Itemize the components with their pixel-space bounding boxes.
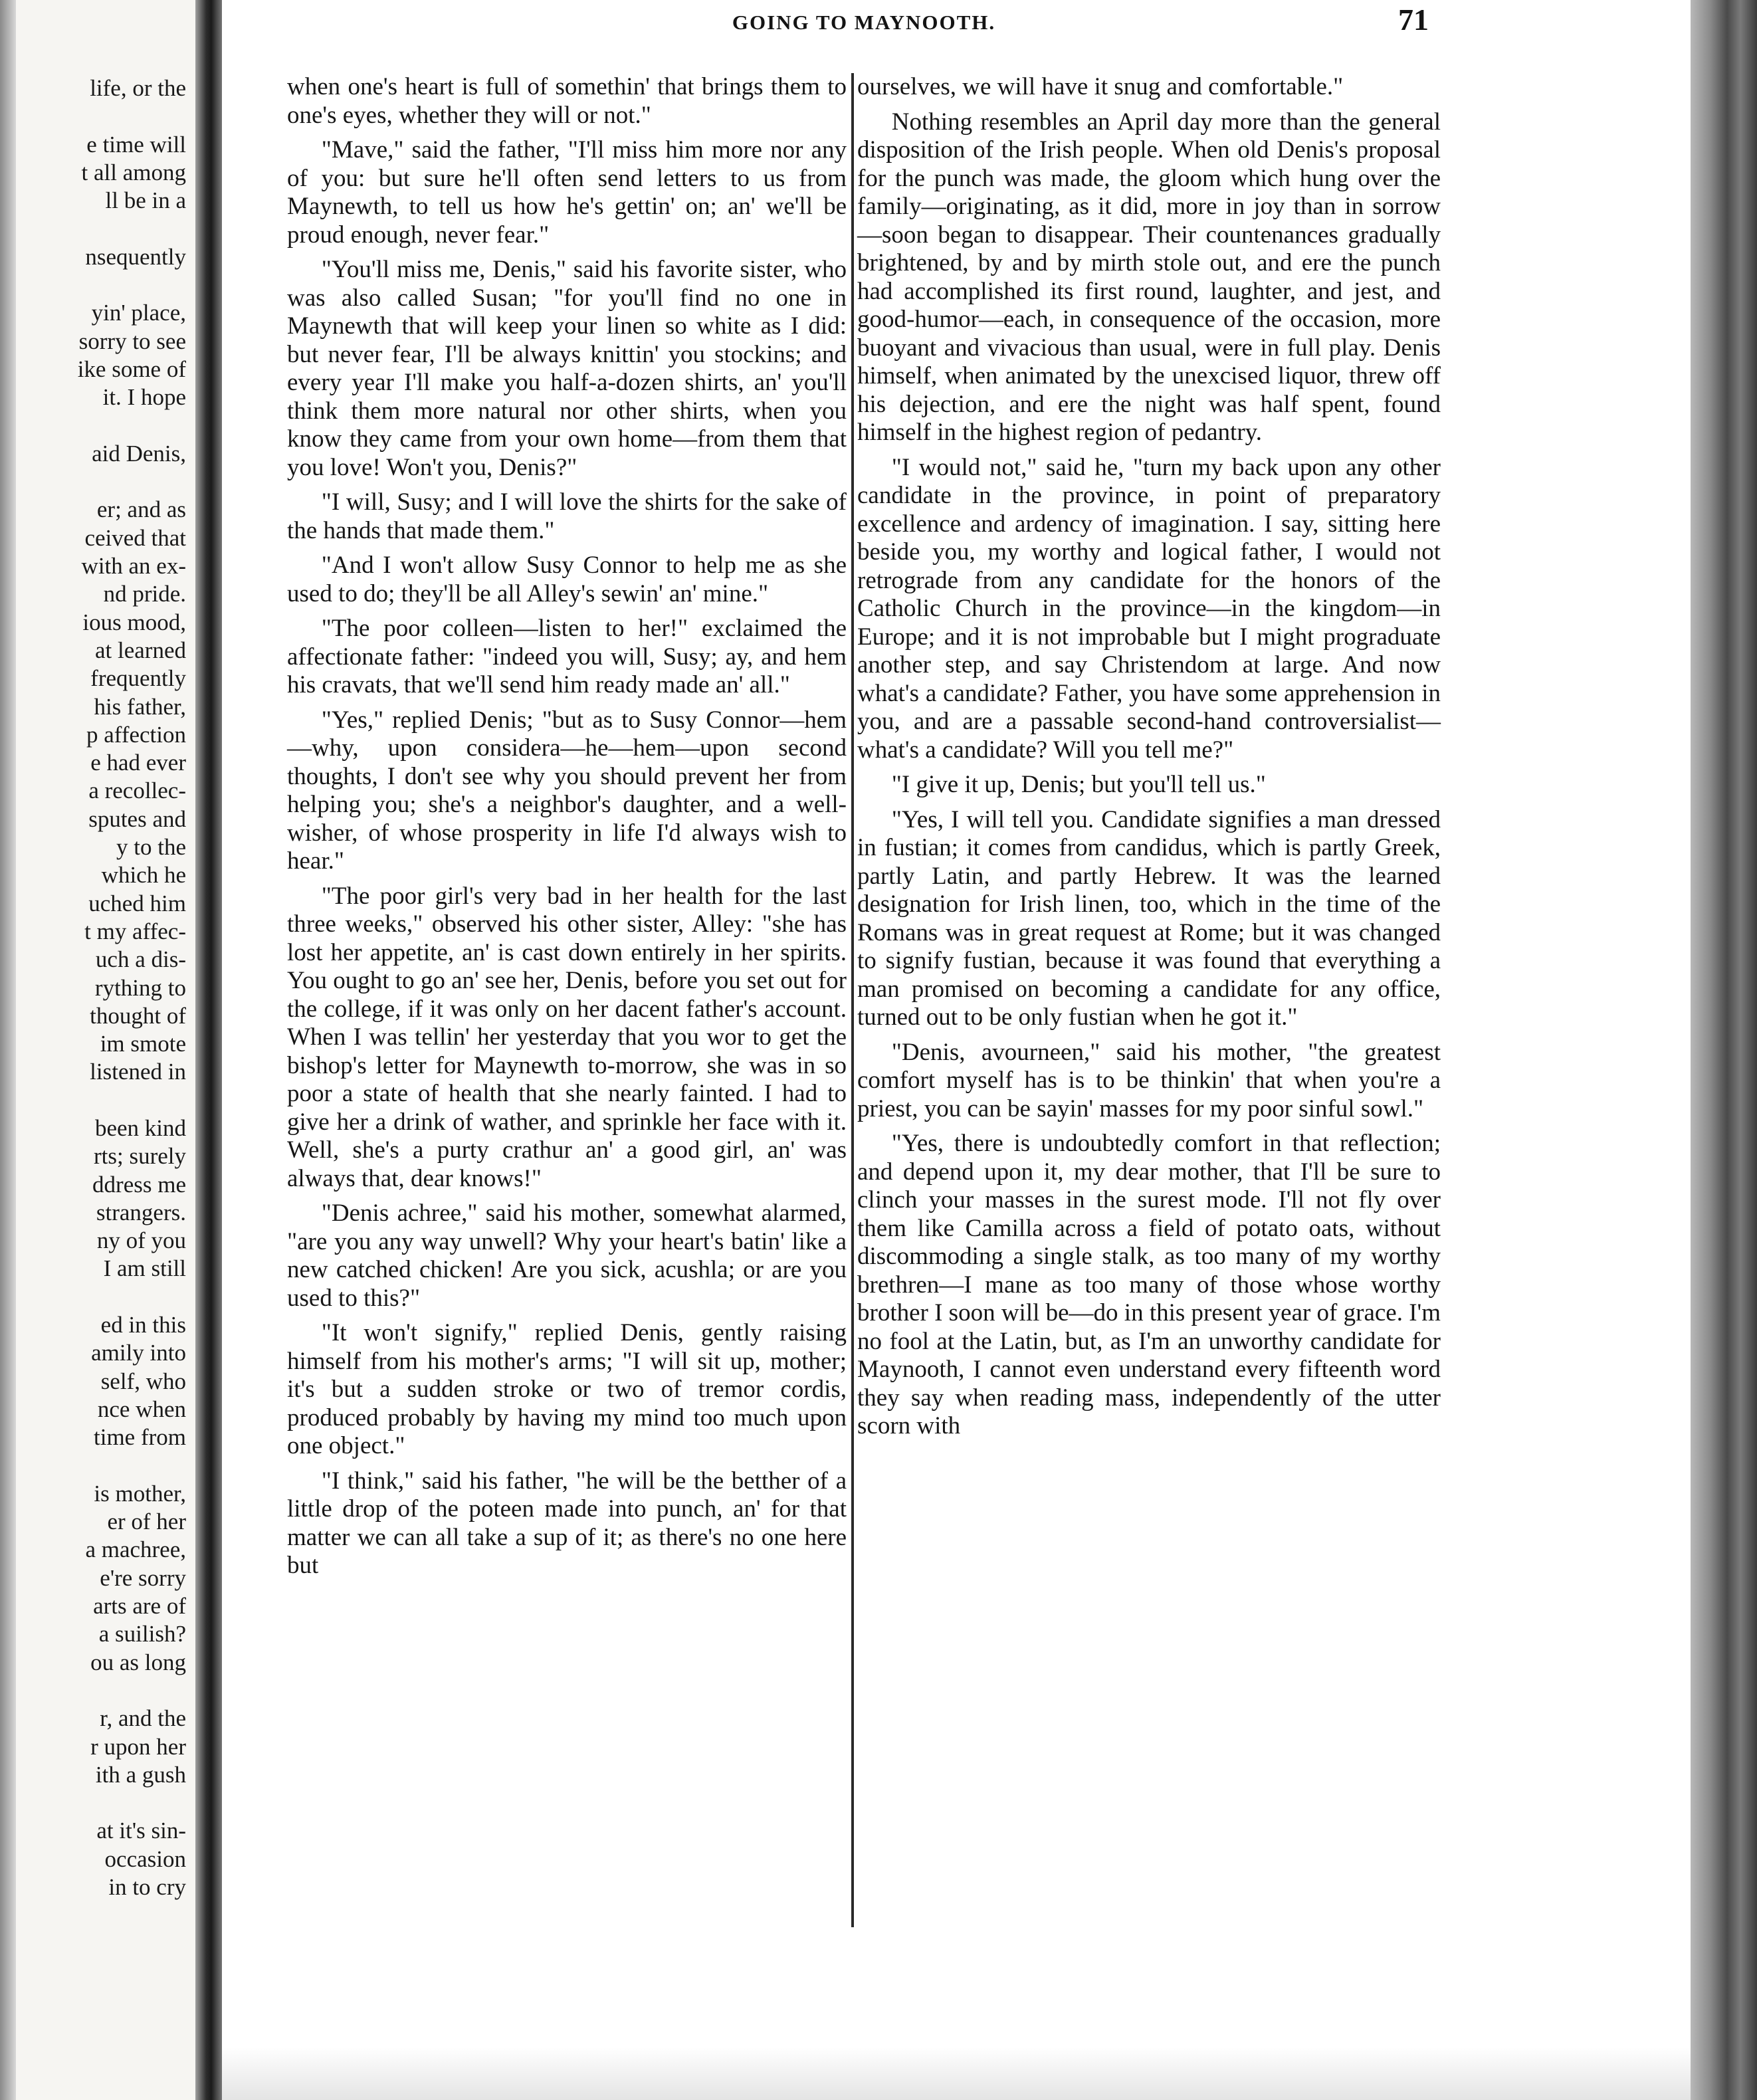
previous-page-line: rything to — [94, 974, 186, 1001]
previous-page-line: frequently — [90, 665, 186, 692]
previous-page-fragment — [16, 0, 195, 2100]
previous-page-line: strangers. — [96, 1199, 186, 1225]
paragraph: "Yes, there is undoubtedly comfort in that reflection; and depend upon it, my dear mother, that I'll be sure to clinch your masses in the surest mode. I'll not fly over them like Camilla across a field of potato oats, without discommoding a single stalk, as too many of my worthy brethren—I mane as too many of those whose worthy brother I soon will be—do in this present year of grace. I'm no fool at the Latin, but, as I'm an unworthy candidate for Maynooth, I cannot even understand every fifteenth word they say when reading mass, independently of the utter scorn with — [857, 1130, 1441, 1439]
previous-page-line: nce when — [97, 1396, 186, 1422]
right-column — [857, 73, 1441, 1447]
left-column — [287, 73, 847, 1587]
paragraph: "Denis, avourneen," said his mother, "the greatest comfort myself has is to be thinkin' that when you're a priest, you can be sayin' masses for my poor sinful sowl." — [857, 1038, 1441, 1122]
previous-page-line: nsequently — [85, 243, 186, 270]
previous-page-line: er; and as — [96, 496, 186, 523]
previous-page-line: e had ever — [90, 750, 186, 776]
previous-page-line: er of her — [107, 1509, 186, 1535]
previous-page-line: ou as long — [90, 1649, 186, 1675]
previous-page-line: been kind — [94, 1114, 186, 1141]
previous-page-line: p affection — [86, 721, 186, 748]
previous-page-line: at it's sin- — [96, 1818, 186, 1844]
previous-page-line: t all among — [81, 159, 186, 185]
previous-page-line: r upon her — [90, 1733, 186, 1760]
previous-page-line: r, and the — [100, 1705, 186, 1732]
previous-page-line: with an ex- — [81, 553, 186, 579]
previous-page-line: uched him — [88, 890, 186, 916]
previous-page-text — [16, 74, 186, 1901]
previous-page-line: y to the — [116, 834, 186, 861]
previous-page-line: ith a gush — [95, 1761, 186, 1788]
page-bottom-shadow — [222, 2047, 1691, 2100]
running-title: GOING TO MAYNOOTH. — [732, 11, 996, 34]
paragraph: "Yes, I will tell you. Candidate signifies a man dressed in fustian; it comes from candidus, which is partly Greek, partly Latin, and partly Hebrew. It was the learned designation for Irish linen, too, which in the time of the Romans was in great request at Rome; but it was changed to signify fustian, because it was found that everything a man promised on becoming a candidate for any office, turned out to be only fustian when he got it." — [857, 805, 1441, 1031]
previous-page-line: I am still — [103, 1255, 186, 1282]
previous-page-line: listened in — [90, 1059, 186, 1085]
paragraph: "I think," said his father, "he will be the betther of a little drop of the poteen made into punch, an' for that matter we can all take a sup of it; as there's no one here but — [287, 1467, 847, 1579]
previous-page-line: e're sorry — [100, 1564, 186, 1591]
previous-page-line: rts; surely — [93, 1143, 186, 1170]
previous-page-line: time from — [94, 1424, 186, 1451]
previous-page-line: aid Denis, — [92, 440, 186, 467]
previous-page-line: sputes and — [88, 805, 186, 832]
previous-page-line — [16, 1677, 186, 1705]
paragraph: "I will, Susy; and I will love the shirts for the sake of the hands that made them." — [287, 488, 847, 544]
paragraph: "Mave," said the father, "I'll miss him more nor any of you: but sure he'll often send letters to us from Maynewth, to tell us how he's gettin' on; an' we'll be proud enough, never fear." — [287, 136, 847, 249]
previous-page-line — [16, 1283, 186, 1311]
paragraph: "It won't signify," replied Denis, gently raising himself from his mother's arms; "I will sit up, mother; it's but a sudden stroke or two of tremor cordis, produced probably by having my mind too much upon one object." — [287, 1319, 847, 1459]
previous-page-line: ed in this — [100, 1312, 186, 1338]
previous-page-line — [16, 468, 186, 496]
previous-page-line: at learned — [95, 637, 186, 663]
paragraph: Nothing resembles an April day more than the general disposition of the Irish people. When old Denis's proposal for the punch was made, the gloom which hung over the family—originating, as it did, more in joy than in sorrow—soon began to disappear. Their countenances gradually brightened, by and by mirth stole out, and ere the punch had accomplished its first round, laughter, and jest, and good-humor—each, in consequence of the occasion, more buoyant and vivacious than usual, were in full play. Denis himself, when animated by the unexcised liquor, threw off his dejection, and ere the night was half spent, found himself in the highest region of pedantry. — [857, 108, 1441, 446]
previous-page-line — [16, 102, 186, 130]
paragraph: ourselves, we will have it snug and comfortable." — [857, 73, 1344, 100]
previous-page-line — [16, 1789, 186, 1817]
previous-page-line: ike some of — [77, 356, 186, 382]
previous-page-line: life, or the — [90, 75, 186, 101]
previous-page-line: a suilish? — [98, 1621, 186, 1647]
paragraph: "I give it up, Denis; but you'll tell us." — [891, 771, 1266, 798]
previous-page-line — [16, 215, 186, 243]
previous-page-line: occasion — [104, 1845, 186, 1872]
previous-page-line: his father, — [94, 693, 186, 720]
previous-page-line: sorry to see — [78, 328, 186, 354]
previous-page-line: ddress me — [92, 1171, 186, 1198]
previous-page-line: is mother, — [94, 1480, 186, 1507]
paragraph: "The poor girl's very bad in her health for the last three weeks," observed his other sister, Alley: "she has lost her appetite, an' is cast down entirely in her spirits. You ought to go an' see her, Denis, before you set out for the college, if it was only on her dacent father's account. When I was tellin' her yesterday that you wor to get the bishop's letter for Maynewth to-morrow, she was in so poor a state of health that she nearly fainted. I had to give her a drink of wather, and sprinkle her face with it. Well, she's a purty crathur an' a good girl, an' was always that, dear knows!" — [287, 882, 847, 1192]
column-rule — [851, 73, 854, 1927]
previous-page-line: t my affec- — [84, 918, 186, 944]
paragraph: "You'll miss me, Denis," said his favorite sister, who was also called Susan; "for you'll find no one in Maynewth that will keep your linen so white as I did: but never fear, I'll be always knittin' you stockins; and every year I'll make you half-a-dozen shirts, an' you'll think them more natural nor other shirts, when you know they came from your own home—from them that you love! Won't you, Denis?" — [287, 256, 847, 481]
previous-page-line: self, who — [100, 1368, 186, 1394]
paragraph: "I would not," said he, "turn my back upon any other candidate in the province, in point of preparatory excellence and ardency of imagination. I say, sitting here beside you, my worthy and logical father, I would not retrograde from any candidate for the honors of the Catholic Church in the province—in the kingdom—in Europe; and it is not improbable but I might prograduate another step, and say Christendom at large. And now what's a candidate? Father, you have some apprehension in you, and are a passable second-hand controversialist—what's a candidate? Will you tell me?" — [857, 453, 1441, 764]
paragraph: when one's heart is full of somethin' that brings them to one's eyes, whether they will or not." — [287, 73, 847, 129]
previous-page-line: a recollec- — [88, 778, 186, 804]
book-edge-left — [0, 0, 16, 2100]
previous-page-line — [16, 271, 186, 299]
previous-page-line: ceived that — [84, 524, 186, 551]
previous-page-line — [16, 1087, 186, 1114]
page-number: 71 — [1398, 3, 1429, 37]
previous-page-line — [16, 1452, 186, 1480]
previous-page-line: ny of you — [96, 1227, 186, 1254]
previous-page-line: amily into — [91, 1340, 186, 1366]
paragraph: "The poor colleen—listen to her!" exclaimed the affectionate father: "indeed you will, Susy; ay, and hem his cravats, that we'll send him ready made an' all." — [287, 615, 847, 698]
book-gutter — [195, 0, 222, 2100]
previous-page-line: which he — [101, 862, 186, 889]
previous-page-line: ll be in a — [105, 187, 186, 214]
paragraph: "Yes," replied Denis; "but as to Susy Connor—hem—why, upon considera—he—hem—upon second thoughts, I don't see why you should prevent her from helping you; she's a neighbor's daughter, and a well-wisher, of whose prosperity in life I'd always wish to hear." — [287, 706, 847, 875]
previous-page-line: nd pride. — [103, 581, 186, 607]
previous-page-line: arts are of — [93, 1593, 186, 1620]
book-edge-right — [1691, 0, 1757, 2100]
previous-page-line: in to cry — [108, 1874, 186, 1900]
paragraph: "And I won't allow Susy Connor to help me as she used to do; they'll be all Alley's sewin' an' mine." — [287, 552, 847, 607]
previous-page-line: uch a dis- — [95, 946, 186, 973]
previous-page-line: yin' place, — [91, 300, 186, 326]
previous-page-line: ious mood, — [82, 609, 186, 635]
previous-page-line: im smote — [100, 1031, 186, 1057]
paragraph: "Denis achree," said his mother, somewhat alarmed, "are you any way unwell? Why your heart's batin' like a new catched chicken! Are you sick, acushla; or are you used to this?" — [287, 1200, 847, 1312]
previous-page-line — [16, 412, 186, 440]
previous-page-line: e time will — [86, 131, 186, 158]
previous-page-line: it. I hope — [102, 384, 186, 411]
previous-page-line: thought of — [90, 1002, 186, 1029]
previous-page-line: a machree, — [85, 1536, 186, 1563]
